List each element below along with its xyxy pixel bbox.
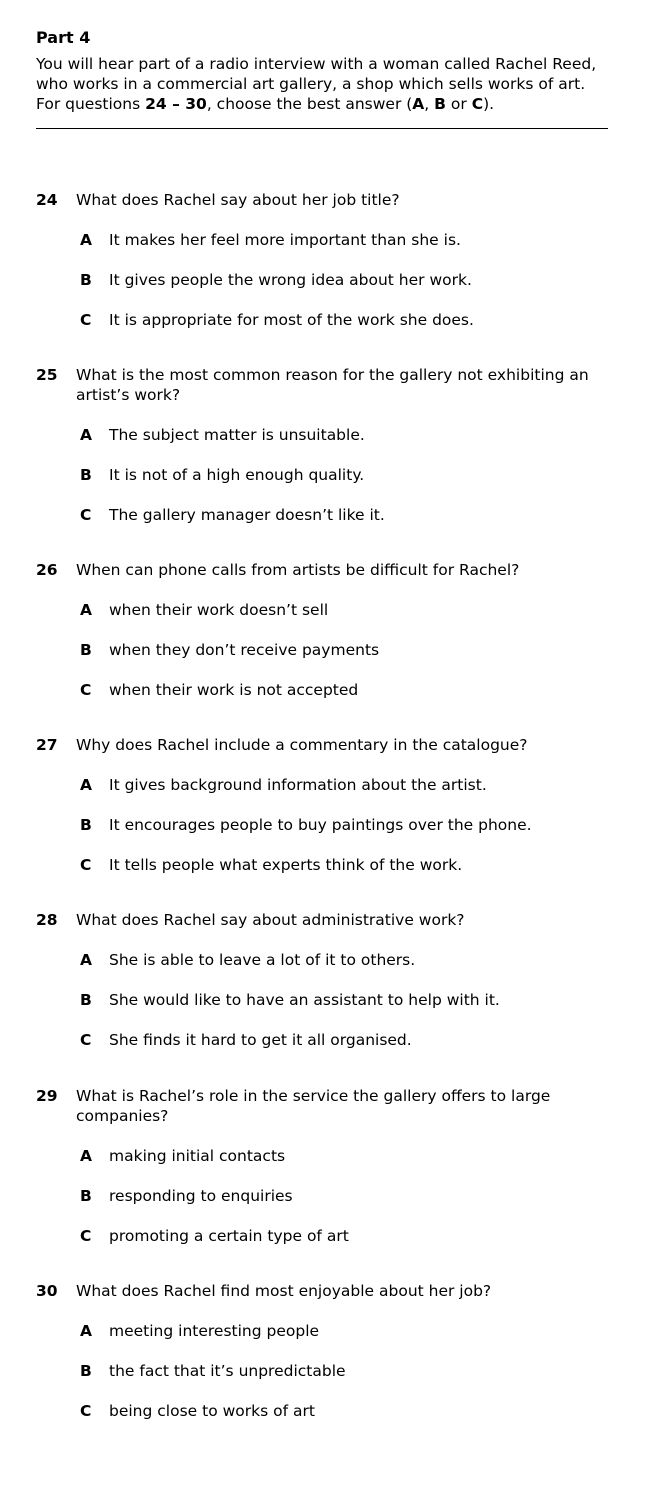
option-letter: B: [80, 641, 92, 659]
exam-sheet: [36, 28, 611, 129]
question-text: What does Rachel find most enjoyable about her job?: [76, 1282, 492, 1300]
option-b[interactable]: [36, 1186, 611, 1206]
option-c[interactable]: [36, 855, 611, 875]
question-stem: [36, 365, 611, 405]
option-letter: B: [80, 1187, 92, 1205]
question-stem: [36, 560, 611, 580]
question-24: [36, 190, 611, 330]
instructions-end: ).: [483, 95, 495, 113]
option-text: the fact that it’s unpredictable: [109, 1362, 346, 1380]
option-text: when their work is not accepted: [109, 681, 359, 699]
option-text: responding to enquiries: [109, 1187, 293, 1205]
question-text: What does Rachel say about her job title?: [76, 191, 400, 209]
instructions-text: You will hear part of a radio interview with a woman called Rachel Reed, who works in a commercial art gallery, a shop which sells works of art. For questions: [36, 55, 597, 113]
option-c[interactable]: [36, 680, 611, 700]
option-letter: B: [80, 991, 92, 1009]
question-number: 28: [36, 911, 58, 929]
option-text: She is able to leave a lot of it to others.: [109, 951, 416, 969]
option-letter: B: [80, 271, 92, 289]
question-30: [36, 1281, 611, 1421]
option-text: when they don’t receive payments: [109, 641, 380, 659]
option-text: It encourages people to buy paintings over the phone.: [109, 816, 532, 834]
option-a[interactable]: [36, 1146, 611, 1166]
option-b[interactable]: [36, 465, 611, 485]
option-text: It tells people what experts think of the work.: [109, 856, 463, 874]
option-text: making initial contacts: [109, 1147, 286, 1165]
question-number: 25: [36, 366, 58, 384]
option-text: being close to works of art: [109, 1402, 315, 1420]
option-a[interactable]: [36, 230, 611, 250]
option-letter: A: [80, 231, 92, 249]
option-text: It makes her feel more important than she is.: [109, 231, 461, 249]
option-letter: C: [80, 311, 92, 329]
part-instructions: [36, 54, 611, 114]
option-letter: A: [80, 1322, 92, 1340]
option-b[interactable]: [36, 990, 611, 1010]
option-letter: A: [80, 601, 92, 619]
option-letter: A: [80, 426, 92, 444]
answer-letter-c: C: [471, 95, 484, 113]
option-text: It is appropriate for most of the work she does.: [109, 311, 474, 329]
option-text: It gives background information about the artist.: [109, 776, 487, 794]
option-a[interactable]: [36, 775, 611, 795]
question-text: What does Rachel say about administrative work?: [76, 911, 465, 929]
option-a[interactable]: [36, 950, 611, 970]
option-letter: C: [80, 1031, 92, 1049]
option-text: promoting a certain type of art: [109, 1227, 349, 1245]
answer-letter-b: B: [434, 95, 446, 113]
option-letter: A: [80, 951, 92, 969]
option-c[interactable]: [36, 1226, 611, 1246]
option-letter: A: [80, 776, 92, 794]
option-letter: B: [80, 1362, 92, 1380]
option-c[interactable]: [36, 310, 611, 330]
part-title: Part 4: [36, 28, 91, 47]
question-number: 24: [36, 191, 58, 209]
question-stem: [36, 735, 611, 755]
question-25: [36, 365, 611, 525]
option-text: She would like to have an assistant to help with it.: [109, 991, 500, 1009]
option-c[interactable]: [36, 1401, 611, 1421]
question-range: 24 – 30: [145, 95, 207, 113]
option-b[interactable]: [36, 270, 611, 290]
option-letter: B: [80, 816, 92, 834]
question-stem: [36, 190, 611, 210]
option-letter: C: [80, 1227, 92, 1245]
option-b[interactable]: [36, 815, 611, 835]
question-26: [36, 560, 611, 700]
option-letter: C: [80, 1402, 92, 1420]
option-a[interactable]: [36, 1321, 611, 1341]
question-stem: [36, 910, 611, 930]
question-number: 30: [36, 1282, 58, 1300]
option-letter: B: [80, 466, 92, 484]
option-letter: A: [80, 1147, 92, 1165]
instructions-separator: ,: [424, 95, 435, 113]
option-text: The gallery manager doesn’t like it.: [109, 506, 385, 524]
option-text: She finds it hard to get it all organised.: [109, 1031, 412, 1049]
question-number: 27: [36, 736, 58, 754]
question-number: 26: [36, 561, 58, 579]
question-text: Why does Rachel include a commentary in the catalogue?: [76, 736, 528, 754]
option-a[interactable]: [36, 600, 611, 620]
option-text: It gives people the wrong idea about her work.: [109, 271, 472, 289]
option-letter: C: [80, 681, 92, 699]
question-text: What is the most common reason for the gallery not exhibiting an artist’s work?: [76, 366, 589, 404]
option-text: when their work doesn’t sell: [109, 601, 329, 619]
answer-letter-a: A: [412, 95, 425, 113]
question-27: [36, 735, 611, 875]
instructions-text-mid: , choose the best answer (: [206, 95, 413, 113]
question-stem: [36, 1086, 611, 1126]
question-text: When can phone calls from artists be difficult for Rachel?: [76, 561, 520, 579]
option-letter: C: [80, 856, 92, 874]
option-c[interactable]: [36, 1030, 611, 1050]
option-c[interactable]: [36, 505, 611, 525]
question-stem: [36, 1281, 611, 1301]
option-text: The subject matter is unsuitable.: [109, 426, 365, 444]
option-text: It is not of a high enough quality.: [109, 466, 365, 484]
option-b[interactable]: [36, 1361, 611, 1381]
option-b[interactable]: [36, 640, 611, 660]
question-number: 29: [36, 1087, 58, 1105]
question-29: [36, 1086, 611, 1246]
option-letter: C: [80, 506, 92, 524]
question-28: [36, 910, 611, 1050]
option-text: meeting interesting people: [109, 1322, 320, 1340]
instructions-or: or: [445, 95, 472, 113]
divider-line: [36, 128, 608, 129]
option-a[interactable]: [36, 425, 611, 445]
question-text: What is Rachel’s role in the service the gallery offers to large companies?: [76, 1087, 551, 1125]
